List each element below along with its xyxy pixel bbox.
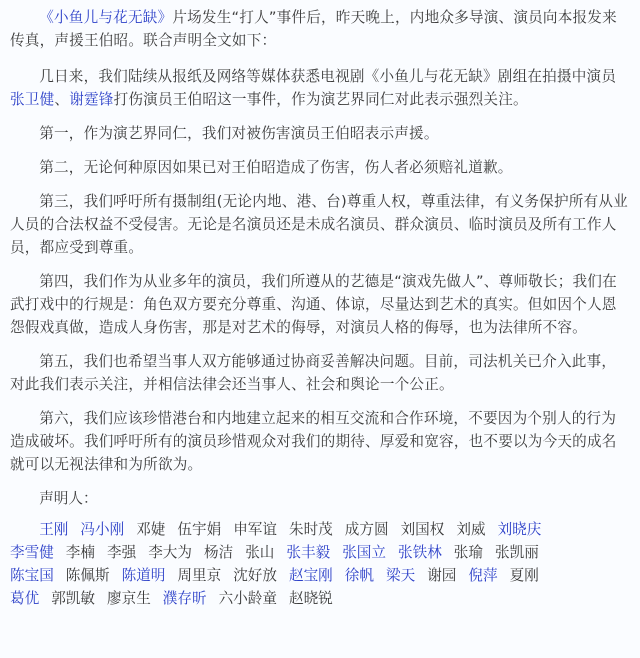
drama-title-link[interactable]: 《小鱼儿与花无缺》 [39, 9, 173, 26]
intro-paragraph [10, 6, 630, 52]
signer-name: 朱时茂 [288, 521, 333, 538]
statement-paragraph-4: 第三，我们呼吁所有摄制组(无论内地、港、台)尊重人权，尊重法律，有义务保护所有从业人员的合法权益不受侵害。无论是名演员还是未成名演员、群众演员、临时演员及所有工作人员，都应受到尊重。 [10, 193, 628, 256]
signers-row-4 [10, 587, 630, 610]
signer-name: 周里京 [177, 567, 222, 584]
signer-link[interactable]: 王刚 [39, 521, 69, 538]
signer-name: 李大为 [148, 544, 192, 561]
p1-text-b: 打伤演员王伯昭这一事件，作为演艺界同仁对此表示强烈关注。 [113, 91, 528, 108]
intro-text: 片场发生“打人”事件后，昨天晚上，内地众多导演、演员向本报发来传真，声援王伯昭。联合声明全文如下： [10, 9, 617, 49]
signer-name: 张山 [245, 544, 275, 561]
statement-paragraph-2: 第一，作为演艺界同仁，我们对被伤害演员王伯昭表示声援。 [39, 125, 439, 142]
statement-paragraph-6: 第五，我们也希望当事人双方能够通过协商妥善解决问题。目前，司法机关已介入此事，对此我们表示关注，并相信法律会还当事人、社会和舆论一个公正。 [10, 353, 617, 393]
actor-link-xie-tingfeng[interactable]: 谢霆锋 [69, 91, 114, 108]
statement-paragraph-1 [10, 65, 630, 111]
actor-link-zhang-weijian[interactable]: 张卫健 [10, 91, 55, 108]
signer-link[interactable]: 张铁林 [398, 544, 442, 561]
signers-list [10, 518, 630, 610]
signer-link[interactable]: 葛优 [10, 590, 40, 607]
signer-name: 陈佩斯 [65, 567, 110, 584]
statement-paragraph-5: 第四，我们作为从业多年的演员，我们所遵从的艺德是“演戏先做人”、尊师敬长；我们在武打戏中的行规是：角色双方要充分尊重、沟通、体谅，尽量达到艺术的真实。但如因个人恩怨假戏真做，造成人身伤害，那是对艺术的侮辱，对演员人格的侮辱，也为法律所不容。 [10, 273, 617, 336]
signer-name: 夏刚 [509, 567, 539, 584]
signers-row-2 [10, 541, 630, 564]
signer-name: 李强 [107, 544, 137, 561]
statement-paragraph-3: 第二，无论何种原因如果已对王伯昭造成了伤害，伤人者必须赔礼道歉。 [39, 159, 513, 176]
signer-name: 刘国权 [400, 521, 445, 538]
signer-name: 六小龄童 [218, 590, 277, 607]
signer-link[interactable]: 刘晓庆 [497, 521, 542, 538]
signer-link[interactable]: 徐帆 [344, 567, 374, 584]
signer-link[interactable]: 张国立 [342, 544, 386, 561]
signer-name: 赵晓锐 [288, 590, 333, 607]
p1-separator: 、 [54, 91, 70, 108]
signer-link[interactable]: 李雪健 [10, 544, 54, 561]
signers-label: 声明人： [39, 490, 98, 507]
signer-link[interactable]: 赵宝刚 [288, 567, 333, 584]
signers-row-1 [10, 518, 630, 541]
signer-name: 廖京生 [107, 590, 151, 607]
signer-name: 谢园 [427, 567, 457, 584]
signer-name: 郭凯敏 [51, 590, 95, 607]
signer-name: 刘威 [456, 521, 486, 538]
signer-link[interactable]: 倪萍 [468, 567, 498, 584]
signer-name: 李楠 [65, 544, 95, 561]
signer-name: 伍宇娟 [177, 521, 222, 538]
signer-name: 邓婕 [136, 521, 166, 538]
signer-link[interactable]: 陈道明 [121, 567, 166, 584]
signer-link[interactable]: 张丰毅 [286, 544, 331, 561]
signer-name: 沈好放 [233, 567, 277, 584]
signer-link[interactable]: 冯小刚 [80, 521, 125, 538]
signer-name: 张凯丽 [495, 544, 539, 561]
signer-name: 杨洁 [204, 544, 234, 561]
signer-name: 申军谊 [233, 521, 277, 538]
signer-name: 张瑜 [453, 544, 483, 561]
signer-link[interactable]: 陈宝国 [10, 567, 54, 584]
signer-link[interactable]: 濮存昕 [162, 590, 207, 607]
signers-row-3 [10, 564, 630, 587]
statement-paragraph-7: 第六，我们应该珍惜港台和内地建立起来的相互交流和合作环境，不要因为个别人的行为造成破坏。我们呼吁所有的演员珍惜观众对我们的期待、厚爱和宽容，也不要以为今天的成名就可以无视法律和为所欲为。 [10, 410, 617, 473]
signer-name: 成方圆 [344, 521, 389, 538]
signer-link[interactable]: 梁天 [385, 567, 416, 584]
p1-text-a: 几日来，我们陆续从报纸及网络等媒体获悉电视剧《小鱼儿与花无缺》剧组在拍摄中演员 [39, 68, 617, 85]
